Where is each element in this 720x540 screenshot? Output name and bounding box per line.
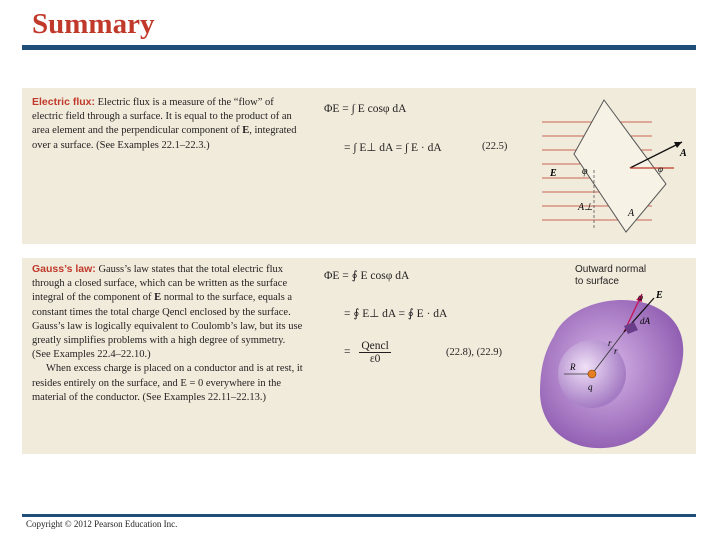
outward-normal-text: Outward normal [575,264,647,275]
gauss-law-body-1: Gauss’s law states that the total electric flux through a closed surface, which can be written as the surface integral of the component of [32,264,288,304]
electric-flux-body-1: Electric flux is a measure of the “flow” of electric field through a surface. It is equal to the product of an area element and the perpendicular component of [32,97,292,137]
gauss-law-body-2: normal to the surface, equals a constant times the total charge Qencl enclosed by the surface. Gauss’s law is logically equivalent to Coulomb’s law, but its use greatly simplifies problems with a high degree of symmetry. (See Examples 22.4–22.10.) [32,292,303,361]
charge-label: q [588,382,593,392]
electric-flux-text [32,95,304,153]
electric-flux-term: Electric flux: [32,96,96,108]
gauss-equation-line3: = Qencl ε0 [344,340,389,365]
a-perp-label: A⊥ [578,202,593,213]
area-element-label: dA [640,316,650,326]
gauss-phi-label: φ [638,292,643,302]
gauss-law-term: Gauss’s law: [32,263,96,275]
flux-equation-line1: ΦE = ∫ E cosφ dA [324,103,407,115]
gauss-field-symbol: E [154,292,162,304]
gauss-figure [534,288,696,452]
flux-phi-label: φ [582,166,588,177]
area-vector-label: A [680,148,687,159]
gauss-equation-ref: (22.8), (22.9) [446,347,502,358]
flux-equation-line2: = ∫ E⊥ dA = ∫ E · dA [344,142,442,154]
gauss-law-body-3: When excess charge is placed on a conductor and is at rest, it resides entirely on the surface, and E = 0 everywhere in the material of the conductor. (See Examples 22.11–22.13.) [32,363,303,403]
electric-flux-panel [22,88,696,244]
gauss-law-text [32,262,304,405]
radius-label: R [570,362,576,372]
charge-numerator: Qencl [361,340,389,352]
gauss-equation-line2: = ∮ E⊥ dA = ∮ E · dA [344,308,448,320]
a-label: A [628,208,635,219]
position-r-label: r [608,338,612,348]
electric-flux-body-2: , integrated over a surface. (See Examples 22.1–22.3.) [32,125,297,151]
outward-normal-text-2: to surface [575,276,619,287]
copyright-footer: Copyright © 2012 Pearson Education Inc. [26,519,178,529]
electric-field-symbol: E [242,125,250,137]
epsilon-denominator: ε0 [369,353,381,365]
flux-phi-label-2: φ [658,164,663,174]
flux-figure [534,92,694,240]
title-rule [22,45,696,50]
gauss-law-panel [22,258,696,454]
outward-normal-label [575,264,646,288]
footer-rule [22,514,696,517]
flux-equation-ref: (22.5) [482,141,508,152]
position-r-label-2: r [614,346,618,356]
gauss-equation-line1: ΦE = ∮ E cosφ dA [324,270,410,282]
field-vector-label: E [550,168,557,179]
gauss-field-vector-label: E [656,290,663,301]
slide-title: Summary [32,8,155,40]
